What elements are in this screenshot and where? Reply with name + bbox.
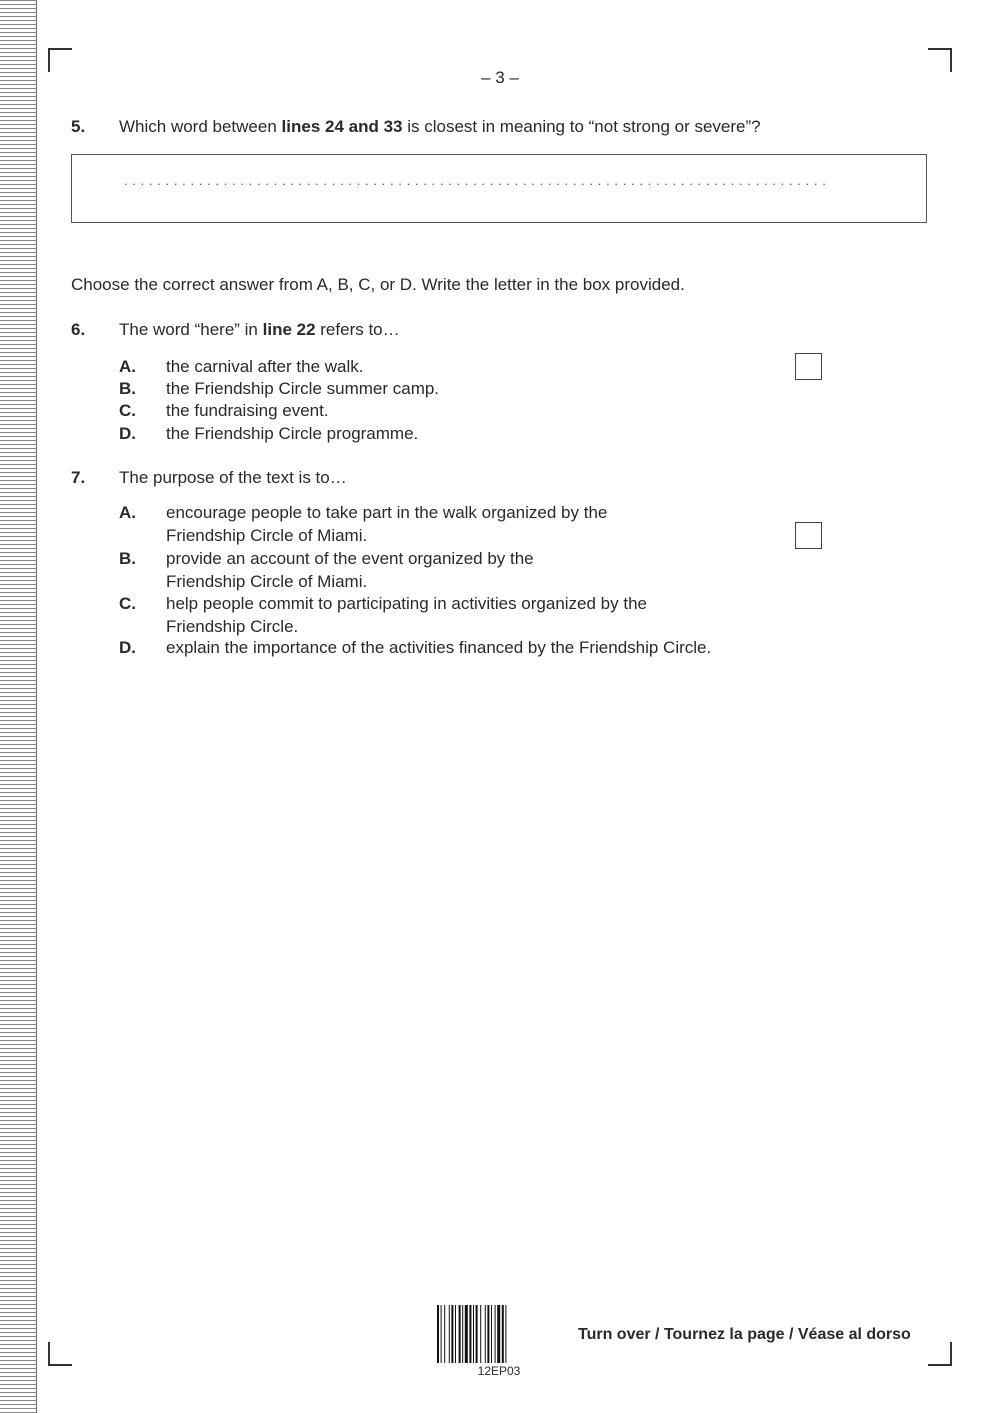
option-letter: C. [119, 401, 136, 420]
option-letter: C. [119, 594, 136, 613]
barcode-code: 12EP03 [477, 1364, 521, 1378]
option-letter: A. [119, 357, 136, 376]
option-text: explain the importance of the activities financed by the Friendship Circle. [166, 638, 712, 657]
question-7-number: 7. [71, 468, 86, 487]
option-letter: D. [119, 638, 136, 657]
option-letter: D. [119, 424, 136, 443]
option-text-line-1: encourage people to take part in the walk organized by the [166, 503, 608, 522]
question-7-text: The purpose of the text is to… [119, 468, 347, 487]
question-6-text [119, 320, 400, 340]
option-letter: B. [119, 379, 136, 398]
barcode-icon [437, 1305, 561, 1363]
page-number: – 3 – [481, 68, 519, 87]
option-text-line-2: Friendship Circle of Miami. [166, 526, 368, 545]
question-5-answer-box[interactable] [71, 154, 927, 223]
option-text: the Friendship Circle summer camp. [166, 379, 440, 398]
answer-dotted-line: ..................................................................................... [124, 173, 831, 188]
option-letter: B. [119, 549, 136, 568]
question-6-text-a: The word “here” in [119, 320, 263, 339]
question-6-number: 6. [71, 320, 86, 339]
instruction-text: Choose the correct answer from A, B, C, or D. Write the letter in the box provided. [71, 275, 685, 294]
option-letter: A. [119, 503, 136, 522]
perforated-margin [0, 0, 37, 1413]
question-5-number: 5. [71, 117, 86, 136]
option-text [166, 547, 534, 593]
turn-over-text: Turn over / Tournez la page / Véase al dorso [578, 1326, 911, 1343]
crop-mark-bottom-left [48, 1342, 72, 1366]
question-5-text-a: Which word between [119, 117, 282, 136]
option-text-line-1: help people commit to participating in activities organized by the [166, 594, 647, 613]
crop-mark-bottom-right [928, 1342, 952, 1366]
option-text [166, 501, 607, 547]
question-6-letter-box[interactable] [795, 353, 822, 380]
option-text: the carnival after the walk. [166, 357, 364, 376]
question-7-letter-box[interactable] [795, 522, 822, 549]
option-text-line-1: provide an account of the event organized by the [166, 549, 534, 568]
question-5-text-b: is closest in meaning to “not strong or severe”? [402, 117, 761, 136]
option-text: the Friendship Circle programme. [166, 424, 419, 443]
option-text-line-2: Friendship Circle of Miami. [166, 572, 368, 591]
option-text-line-2: Friendship Circle. [166, 617, 299, 636]
option-text: the fundraising event. [166, 401, 329, 420]
question-5-text [119, 117, 761, 137]
question-6-text-bold: line 22 [262, 320, 316, 339]
question-5-text-bold: lines 24 and 33 [281, 117, 403, 136]
question-6-text-b: refers to… [315, 320, 400, 339]
option-text [166, 592, 647, 638]
